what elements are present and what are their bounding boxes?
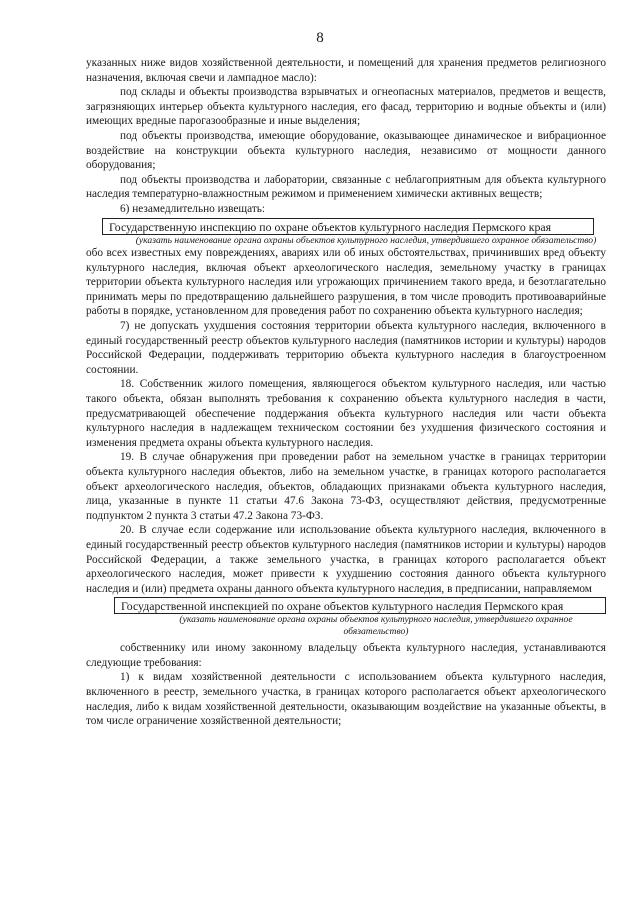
paragraph-production-equipment: под объекты производства, имеющие оборудование, оказывающее динамическое и вибрационное воздействие на конструкции объекта культурного наследия, независимо от мощности данного оборудования; <box>86 129 606 172</box>
authority-name-field-1: Государственную инспекцию по охране объектов культурного наследия Пермского края <box>102 218 594 235</box>
paragraph-20: 20. В случае если содержание или использование объекта культурного наследия, включенного в единый государственный реестр объектов культурного наследия (памятников истории и культуры) народов Российской Федерации, а также земельного участка, в границах которого располагается объект археологического наследия, может привести к ухудшению состояния данного объекта культурного наследия и (или) предмета охраны данного объекта культурного наследия, в предписании, направляемом <box>86 524 606 595</box>
paragraph-requirement-1: 1) к видам хозяйственной деятельности с использованием объекта культурного наследия, включенного в реестр, земельного участка, в границах которого располагается объект археологического наследия, либо к видам хозяйственной деятельности, оказывающим воздействие на указанные объекты, в том числе ограничение хозяйственной деятельности; <box>86 671 606 728</box>
page-number: 8 <box>316 30 324 46</box>
paragraph-item-6: 6) незамедлительно извещать: <box>120 202 266 215</box>
paragraph-warehouses: под склады и объекты производства взрывчатых и огнеопасных материалов, предметов и веществ, загрязняющих интерьер объекта культурного наследия, его фасад, территорию и водные объекты и (или) имеющих вредные парогазообразные и иные выделения; <box>86 86 606 128</box>
paragraph-18: 18. Собственник жилого помещения, являющегося объектом культурного наследия, или частью такого объекта, обязан выполнять требования к сохранению объекта культурного наследия в части, предусматривающей обеспечение поддержания объекта культурного наследия или части объекта культурного наследия в надлежащем техническом состоянии без ухудшения физического состояния и изменения предмета охраны объекта культурного наследия. <box>86 378 606 449</box>
document-body <box>86 56 606 729</box>
paragraph-requirements-intro: собственнику или иному законному владельцу объекта культурного наследия, устанавливаются следующие требования: <box>86 642 606 669</box>
paragraph-laboratories: под объекты производства и лаборатории, связанные с неблагоприятным для объекта культурного наследия температурно-влажностным режимом и применением химически активных веществ; <box>86 173 606 201</box>
authority-hint-1: (указать наименование органа охраны объектов культурного наследия, утвердившего охранное обязательство) <box>135 234 597 246</box>
paragraph-19: 19. В случае обнаружения при проведении работ на земельном участке в границах территории объекта культурного наследия объектов, либо на земельном участке, в границах которого располагается объект археологического наследия, объектов, обладающих признаками объекта культурного наследия, лица, указанные в пункте 11 статьи 47.6 Закона 73-ФЗ, осуществляют действия, предусмотренные подпунктом 2 пункта 3 статьи 47.2 Закона 73-ФЗ. <box>86 451 606 522</box>
paragraph-damage-notice: обо всех известных ему повреждениях, авариях или об иных обстоятельствах, причинивших вред объекту культурного наследия, включая объект археологического наследия, земельному участку в границах территории объекта культурного наследия или угрожающих причинением такого вреда, и безотлагательно принимать меры по предотвращению дальнейшего разрушения, в том числе проводить противоаварийные работы в порядке, установленном для проведения работ по сохранению объекта культурного наследия; <box>86 247 606 318</box>
authority-hint-2: (указать наименование органа охраны объектов культурного наследия, утвердившего охранное обязательство) <box>179 614 573 637</box>
authority-name-field-2: Государственной инспекцией по охране объектов культурного наследия Пермского края <box>114 597 606 614</box>
paragraph-continuation: указанных ниже видов хозяйственной деятельности, и помещений для хранения предметов религиозного назначения, включая свечи и лампадное масло): <box>86 57 606 84</box>
paragraph-item-7: 7) не допускать ухудшения состояния территории объекта культурного наследия, включенного в единый государственный реестр объектов культурного наследия (памятников истории и культуры) народов Российской Федерации, поддерживать территорию объекта культурного наследия в благоустроенном состоянии. <box>86 320 606 376</box>
